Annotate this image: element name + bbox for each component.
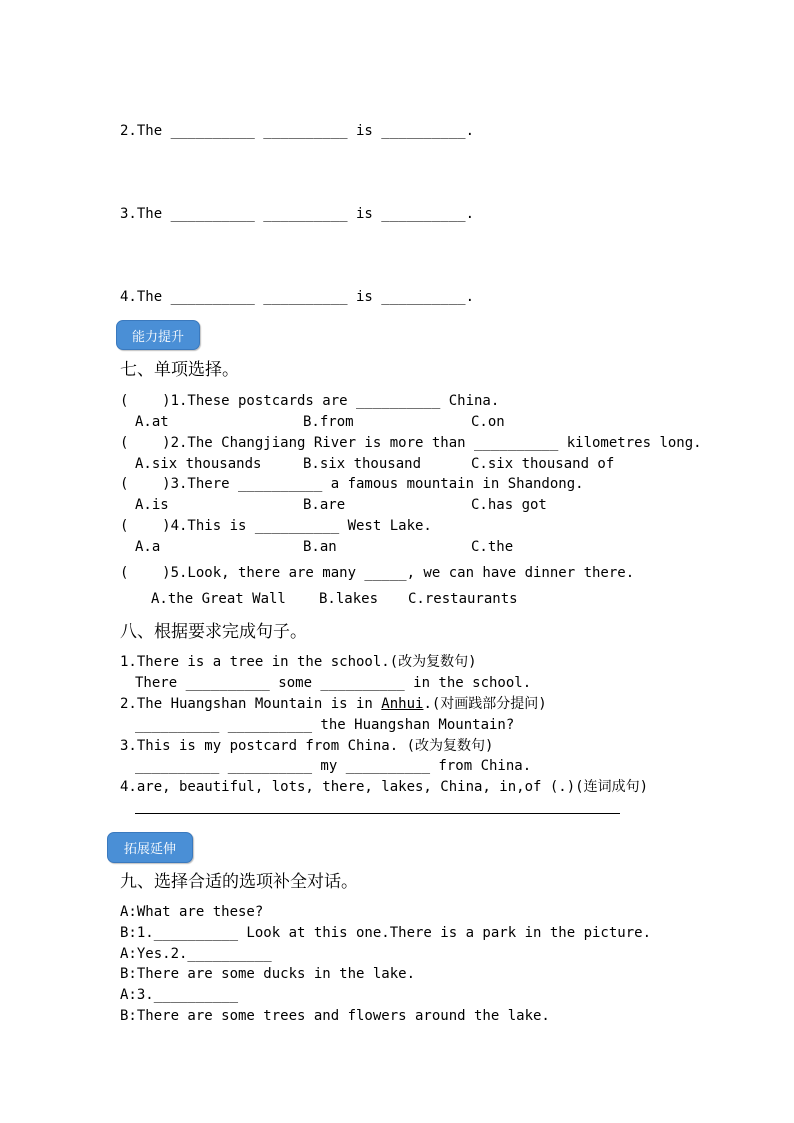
q7-5-stem: ( )5.Look, there are many _____, we can have dinner there. xyxy=(120,565,635,581)
q7-5-option-c: C.restaurants xyxy=(408,591,518,607)
q8-2-prefix: 2.The Huangshan Mountain is in xyxy=(120,696,382,712)
dialog-line-4: B:There are some ducks in the lake. xyxy=(120,966,416,982)
dialog-line-1: A:What are these? xyxy=(120,904,264,920)
q7-4-stem: ( )4.This is __________ West Lake. xyxy=(120,518,432,534)
extension-badge: 拓展延伸 xyxy=(107,832,193,863)
q7-1-option-b: B.from xyxy=(303,414,354,430)
q7-1-option-c: C.on xyxy=(471,414,505,430)
q7-2-option-a: A.six thousands xyxy=(135,456,262,472)
q8-2-underlined-word: Anhui xyxy=(381,696,424,712)
dialog-line-6: B:There are some trees and flowers around the lake. xyxy=(120,1008,550,1024)
q6-4-line: 4.The __________ __________ is __________. xyxy=(120,289,475,305)
q7-3-stem: ( )3.There __________ a famous mountain in Shandong. xyxy=(120,476,584,492)
q7-3-option-b: B.are xyxy=(303,497,346,513)
q7-5-option-a: A.the Great Wall xyxy=(151,591,286,607)
q8-3-answer: __________ __________ my __________ from China. xyxy=(135,758,532,774)
dialog-line-5: A:3.__________ xyxy=(120,987,239,1003)
q8-2-line xyxy=(120,695,547,713)
q8-1-answer: There __________ some __________ in the school. xyxy=(135,675,532,691)
q7-5-option-b: B.lakes xyxy=(319,591,379,607)
q7-4-option-b: B.an xyxy=(303,539,337,555)
q8-3-line: 3.This is my postcard from China. (改为复数句) xyxy=(120,738,494,754)
q8-2-suffix: .(对画践部分提问) xyxy=(423,696,547,712)
q7-3-option-c: C.has got xyxy=(471,497,547,513)
section9-title: 九、选择合适的选项补全对话。 xyxy=(120,872,358,892)
q7-1-stem: ( )1.These postcards are __________ China. xyxy=(120,393,500,409)
q6-3-line: 3.The __________ __________ is __________. xyxy=(120,206,475,222)
section7-title: 七、单项选择。 xyxy=(120,360,239,380)
q8-4-answer-line xyxy=(135,813,620,814)
ability-badge: 能力提升 xyxy=(116,320,200,350)
dialog-line-2: B:1.__________ Look at this one.There is a park in the picture. xyxy=(120,925,652,941)
q7-4-option-c: C.the xyxy=(471,539,514,555)
q7-3-option-a: A.is xyxy=(135,497,169,513)
q8-2-answer: __________ __________ the Huangshan Mountain? xyxy=(135,717,515,733)
q7-2-option-b: B.six thousand xyxy=(303,456,422,472)
q6-2-line: 2.The __________ __________ is __________. xyxy=(120,123,475,139)
dialog-line-3: A:Yes.2.__________ xyxy=(120,946,272,962)
q8-1-line: 1.There is a tree in the school.(改为复数句) xyxy=(120,654,477,670)
q7-2-stem: ( )2.The Changjiang River is more than __________ kilometres long. xyxy=(120,435,702,451)
q7-2-option-c: C.six thousand of xyxy=(471,456,615,472)
q8-4-line: 4.are, beautiful, lots, there, lakes, China, in,of (.)(连词成句) xyxy=(120,779,649,795)
section8-title: 八、根据要求完成句子。 xyxy=(120,622,307,642)
q7-1-option-a: A.at xyxy=(135,414,169,430)
q7-4-option-a: A.a xyxy=(135,539,161,555)
